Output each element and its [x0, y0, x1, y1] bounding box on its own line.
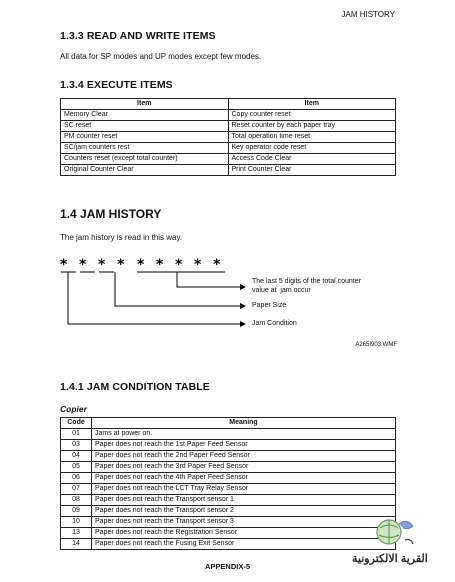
watermark-text: القرية الالكترونية — [352, 553, 428, 565]
section-1-3-4-title: 1.3.4 EXECUTE ITEMS — [60, 79, 173, 91]
code-cell: 10 — [61, 517, 92, 528]
meaning-cell: Jams at power on. — [92, 429, 396, 440]
last5-leader — [177, 272, 240, 287]
column-header: Item — [61, 99, 229, 110]
table-cell: SC/jam counters rest — [61, 143, 229, 154]
column-header: Meaning — [92, 418, 396, 429]
meaning-cell: Paper does not reach the 1st Paper Feed Sensor — [92, 440, 396, 451]
section-1-3-3-title: 1.3.3 READ AND WRITE ITEMS — [60, 30, 216, 42]
jam-history-diagram — [60, 255, 400, 340]
code-cell: 07 — [61, 484, 92, 495]
table-cell: Copy counter reset — [228, 110, 396, 121]
table-cell: Counters reset (except total counter) — [61, 154, 229, 165]
digit-asterisk: * — [175, 257, 183, 273]
table-row — [61, 462, 396, 473]
bird-icon — [399, 521, 413, 528]
arrowhead-icon — [240, 321, 246, 327]
digit-asterisk: * — [98, 257, 106, 273]
table-header-row — [61, 99, 396, 110]
section-1-4-1-title: 1.4.1 JAM CONDITION TABLE — [60, 381, 210, 393]
digit-asterisk: * — [117, 257, 125, 273]
jam-condition-label: Jam Condition — [252, 320, 297, 327]
digit-asterisk: * — [79, 257, 87, 273]
paper-size-label: Paper Size — [252, 302, 287, 309]
copier-subtitle: Copier — [60, 404, 87, 414]
digit-asterisk: * — [156, 257, 164, 273]
column-header: Item — [228, 99, 396, 110]
code-cell: 09 — [61, 506, 92, 517]
table-cell: Total operation time reset — [228, 132, 396, 143]
code-cell: 04 — [61, 451, 92, 462]
table-row — [61, 110, 396, 121]
jam-history-diagram-graphic — [60, 255, 400, 340]
section-1-4-text: The jam history is read in this way. — [60, 233, 183, 242]
digit-asterisk: * — [194, 257, 202, 273]
meaning-cell: Paper does not reach the Transport sensor 3 — [92, 517, 396, 528]
table-row — [61, 429, 396, 440]
table-row — [61, 473, 396, 484]
meaning-cell: Paper does not reach the 2nd Paper Feed Sensor — [92, 451, 396, 462]
jam-condition-leader — [68, 272, 240, 324]
section-1-4-title: 1.4 JAM HISTORY — [60, 207, 162, 221]
code-cell: 14 — [61, 539, 92, 550]
code-cell: 13 — [61, 528, 92, 539]
table-row — [61, 451, 396, 462]
table-cell: Key operator code reset — [228, 143, 396, 154]
table-row — [61, 121, 396, 132]
meaning-cell: Paper does not reach the 3rd Paper Feed Sensor — [92, 462, 396, 473]
table-row — [61, 132, 396, 143]
meaning-cell: Paper does not reach the Transport sensor 1 — [92, 495, 396, 506]
table-cell: Reset counter by each paper tray — [228, 121, 396, 132]
digit-asterisk: * — [213, 257, 221, 273]
table-row — [61, 143, 396, 154]
meaning-cell: Paper does not reach the Transport sensor 2 — [92, 506, 396, 517]
table-header-row — [61, 418, 396, 429]
arrowhead-icon — [240, 284, 246, 290]
page-footer: APPENDIX-5 — [204, 562, 250, 571]
running-header: JAM HISTORY — [341, 10, 395, 19]
table-cell: PM counter reset — [61, 132, 229, 143]
table-cell: Memory Clear — [61, 110, 229, 121]
table-cell: Access Code Clear — [228, 154, 396, 165]
table-row — [61, 484, 396, 495]
code-cell: 01 — [61, 429, 92, 440]
table-row — [61, 495, 396, 506]
meaning-cell: Paper does not reach the LCT Tray Relay Sensor — [92, 484, 396, 495]
execute-items-table — [60, 98, 396, 176]
code-cell: 06 — [61, 473, 92, 484]
digit-asterisk: * — [137, 257, 145, 273]
table-cell: Original Counter Clear — [61, 165, 229, 176]
column-header: Code — [61, 418, 92, 429]
last5-label: The last 5 digits of the total counter value at jam occur — [252, 278, 361, 294]
table-row — [61, 440, 396, 451]
meaning-cell: Paper does not reach the 4th Paper Feed Sensor — [92, 473, 396, 484]
digit-asterisk: * — [60, 257, 68, 273]
meaning-cell: Paper does not reach the Registration Sensor — [92, 528, 396, 539]
table-row — [61, 154, 396, 165]
table-cell: Print Counter Clear — [228, 165, 396, 176]
table-cell: SC reset — [61, 121, 229, 132]
meaning-cell: Paper does not reach the Fusing Exit Sensor — [92, 539, 396, 550]
figure-id: A265I903.WMF — [355, 342, 397, 348]
code-cell: 03 — [61, 440, 92, 451]
section-1-3-3-text: All data for SP modes and UP modes except few modes. — [60, 52, 262, 61]
code-cell: 05 — [61, 462, 92, 473]
code-cell: 08 — [61, 495, 92, 506]
arrowhead-icon — [240, 303, 246, 309]
table-row — [61, 165, 396, 176]
